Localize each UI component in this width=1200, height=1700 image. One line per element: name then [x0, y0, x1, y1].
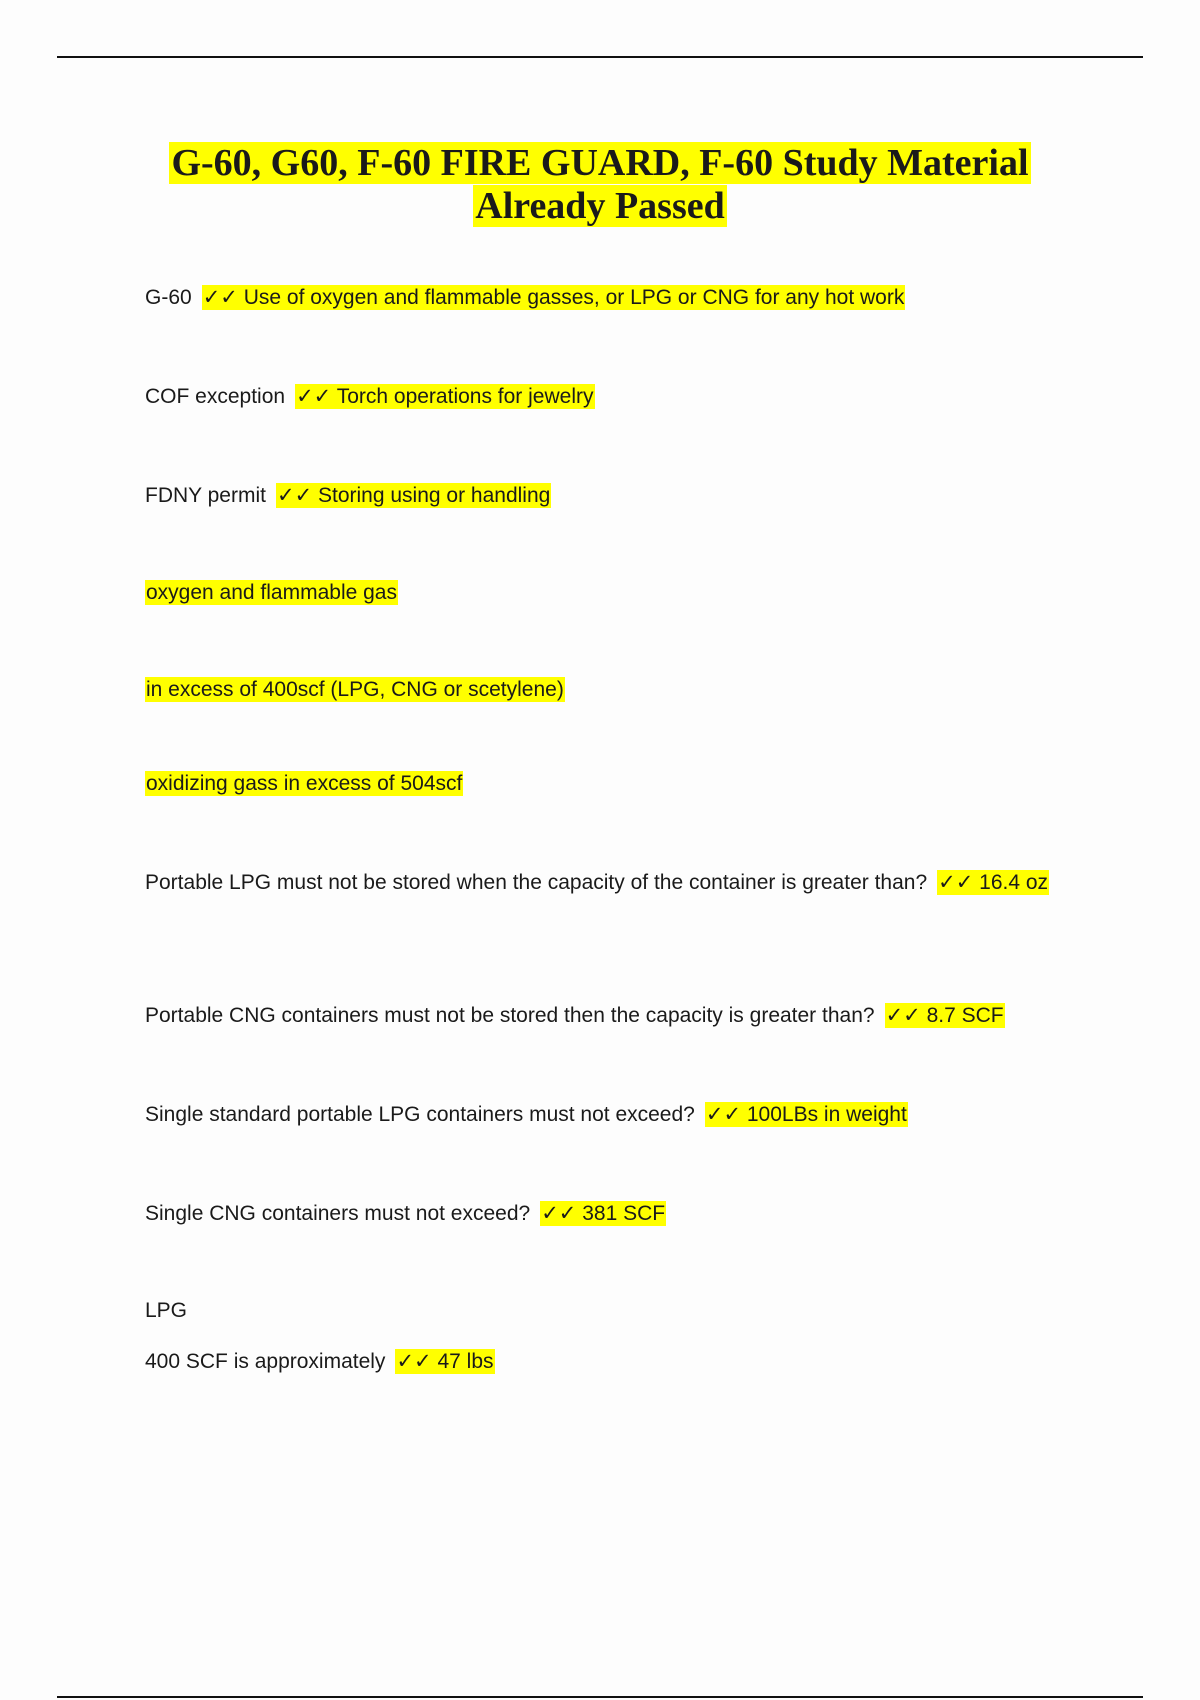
qa-term: COF exception: [145, 385, 286, 408]
qa-item: [145, 1197, 1085, 1230]
header-rule: [57, 56, 1143, 58]
qa-continuation: [145, 767, 1085, 800]
qa-answer: ✓✓ Storing using or handling: [276, 484, 551, 507]
qa-answer: ✓✓ 8.7 SCF: [885, 1004, 1004, 1027]
qa-answer: ✓✓ 47 lbs: [396, 1350, 494, 1373]
qa-answer: ✓✓ 16.4 oz: [938, 871, 1049, 894]
qa-term: Portable CNG containers must not be stored then the capacity is greater than?: [145, 1004, 875, 1027]
qa-answer: ✓✓ Use of oxygen and flammable gasses, or LPG or CNG for any hot work: [202, 286, 905, 309]
document-title: [0, 142, 1200, 228]
qa-item: [145, 999, 1085, 1032]
qa-term: Single standard portable LPG containers must not exceed?: [145, 1103, 695, 1126]
qa-answer: ✓✓ Torch operations for jewelry: [296, 385, 594, 408]
qa-term: Single CNG containers must not exceed?: [145, 1202, 531, 1225]
qa-term: G-60: [145, 286, 192, 309]
title-line-2: Already Passed: [475, 185, 725, 227]
qa-answer: in excess of 400scf (LPG, CNG or scetylene): [146, 678, 564, 701]
qa-continuation: [145, 673, 1085, 706]
qa-item: [145, 380, 1085, 413]
qa-answer: ✓✓ 100LBs in weight: [705, 1103, 907, 1126]
title-line-1: G-60, G60, F-60 FIRE GUARD, F-60 Study Material: [171, 142, 1029, 184]
qa-term: 400 SCF is approximately: [145, 1350, 386, 1373]
qa-item: [145, 1345, 1085, 1378]
qa-term: LPG: [145, 1299, 188, 1322]
qa-term: FDNY permit: [145, 484, 266, 507]
qa-item: [145, 1098, 1085, 1131]
qa-item: [145, 866, 1085, 900]
qa-item: [145, 479, 1085, 512]
qa-answer: oxidizing gass in excess of 504scf: [146, 772, 463, 795]
qa-answer: oxygen and flammable gas: [146, 581, 397, 604]
qa-answer: ✓✓ 381 SCF: [541, 1202, 666, 1225]
qa-term-only: [145, 1294, 1085, 1327]
qa-term: Portable LPG must not be stored when the capacity of the container is greater than?: [145, 871, 928, 894]
footer-rule: [57, 1696, 1143, 1698]
qa-item: [145, 281, 1085, 314]
qa-continuation: [145, 576, 1085, 609]
